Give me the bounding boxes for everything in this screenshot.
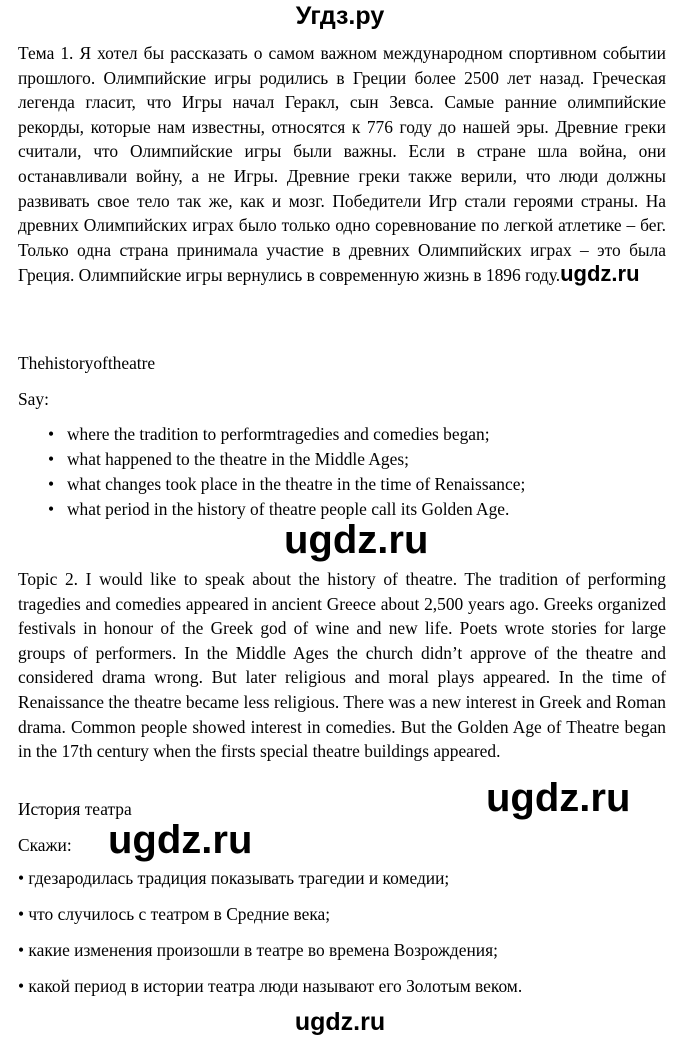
topic1-text: Тема 1. Я хотел бы рассказать о самом важном международном спортивном событии прошлого. Олимпийские игры родились в Греции более 2500 лет назад. Греческая легенда гласит, что Игры начал Геракл, сын Зевса. Самые ранние олимпийские рекорды, которые нам известны, относятся к 776 году до нашей эры. Древние греки считали, что Олимпийские игры были важны. Если в стране шла война, они останавливали войну, а не Игры. Древние греки также верили, что люди должны развивать свое тело так же, как и мозг. Победители Игр стали героями страны. На древних Олимпийских играх было только одно соревнование по легкой атлетике – бег. Только одна страна принимала участие в древних Олимпийских играх – это была Греция. Олимпийские игры вернулись в современную жизнь в 1896 году. xyxy=(18,43,666,286)
watermark-large: ugdz.ru xyxy=(284,518,429,562)
list-item: • what changes took place in the theatre in the time of Renaissance; xyxy=(48,472,525,497)
watermark-inline: ugdz.ru xyxy=(560,261,640,287)
list-item: • where the tradition to performtragedies and comedies began; xyxy=(48,422,525,447)
list-item: • what period in the history of theatre people call its Golden Age. xyxy=(48,497,525,522)
section-en-say-label: Say: xyxy=(18,389,49,409)
topic1-paragraph xyxy=(18,41,666,288)
section-ru-bullet-list xyxy=(18,860,522,1004)
list-item: • what happened to the theatre in the Middle Ages; xyxy=(48,447,525,472)
watermark-footer: ugdz.ru xyxy=(294,1008,386,1036)
section-ru-say-label: Скажи: xyxy=(18,835,72,855)
section-ru-title: История театра xyxy=(18,799,132,819)
section-en-title: Thehistoryoftheatre xyxy=(18,353,156,373)
list-item: • какой период в истории театра люди называют его Золотым веком. xyxy=(18,976,523,996)
topic2-paragraph: Topic 2. I would like to speak about the history of theatre. The tradition of performing tragedies and comedies appeared in ancient Greece about 2,500 years ago. Greeks organized festivals in honour of the Greek god of wine and new life. Poets wrote stories for large groups of performers. In the Middle Ages the church didn’t approve of the theatre and considered drama wrong. But later religious and moral plays appeared. In the time of Renaissance the theatre became less religious. There was a new interest in Greek and Roman drama. Common people showed interest in comedies. But the Golden Age of Theatre began in the 17th century when the firsts special theatre buildings appeared. xyxy=(18,569,666,762)
watermark-large: ugdz.ru xyxy=(108,818,253,862)
list-item: • какие изменения произошли в театре во времена Возрождения; xyxy=(18,940,498,960)
watermark-large: ugdz.ru xyxy=(486,776,631,820)
list-item: • что случилось с театром в Средние века; xyxy=(18,904,331,924)
section-en-bullet-list xyxy=(48,422,525,522)
site-title: Угдз.ру xyxy=(295,2,385,30)
list-item: • гдезародилась традиция показывать трагедии и комедии; xyxy=(18,868,450,888)
